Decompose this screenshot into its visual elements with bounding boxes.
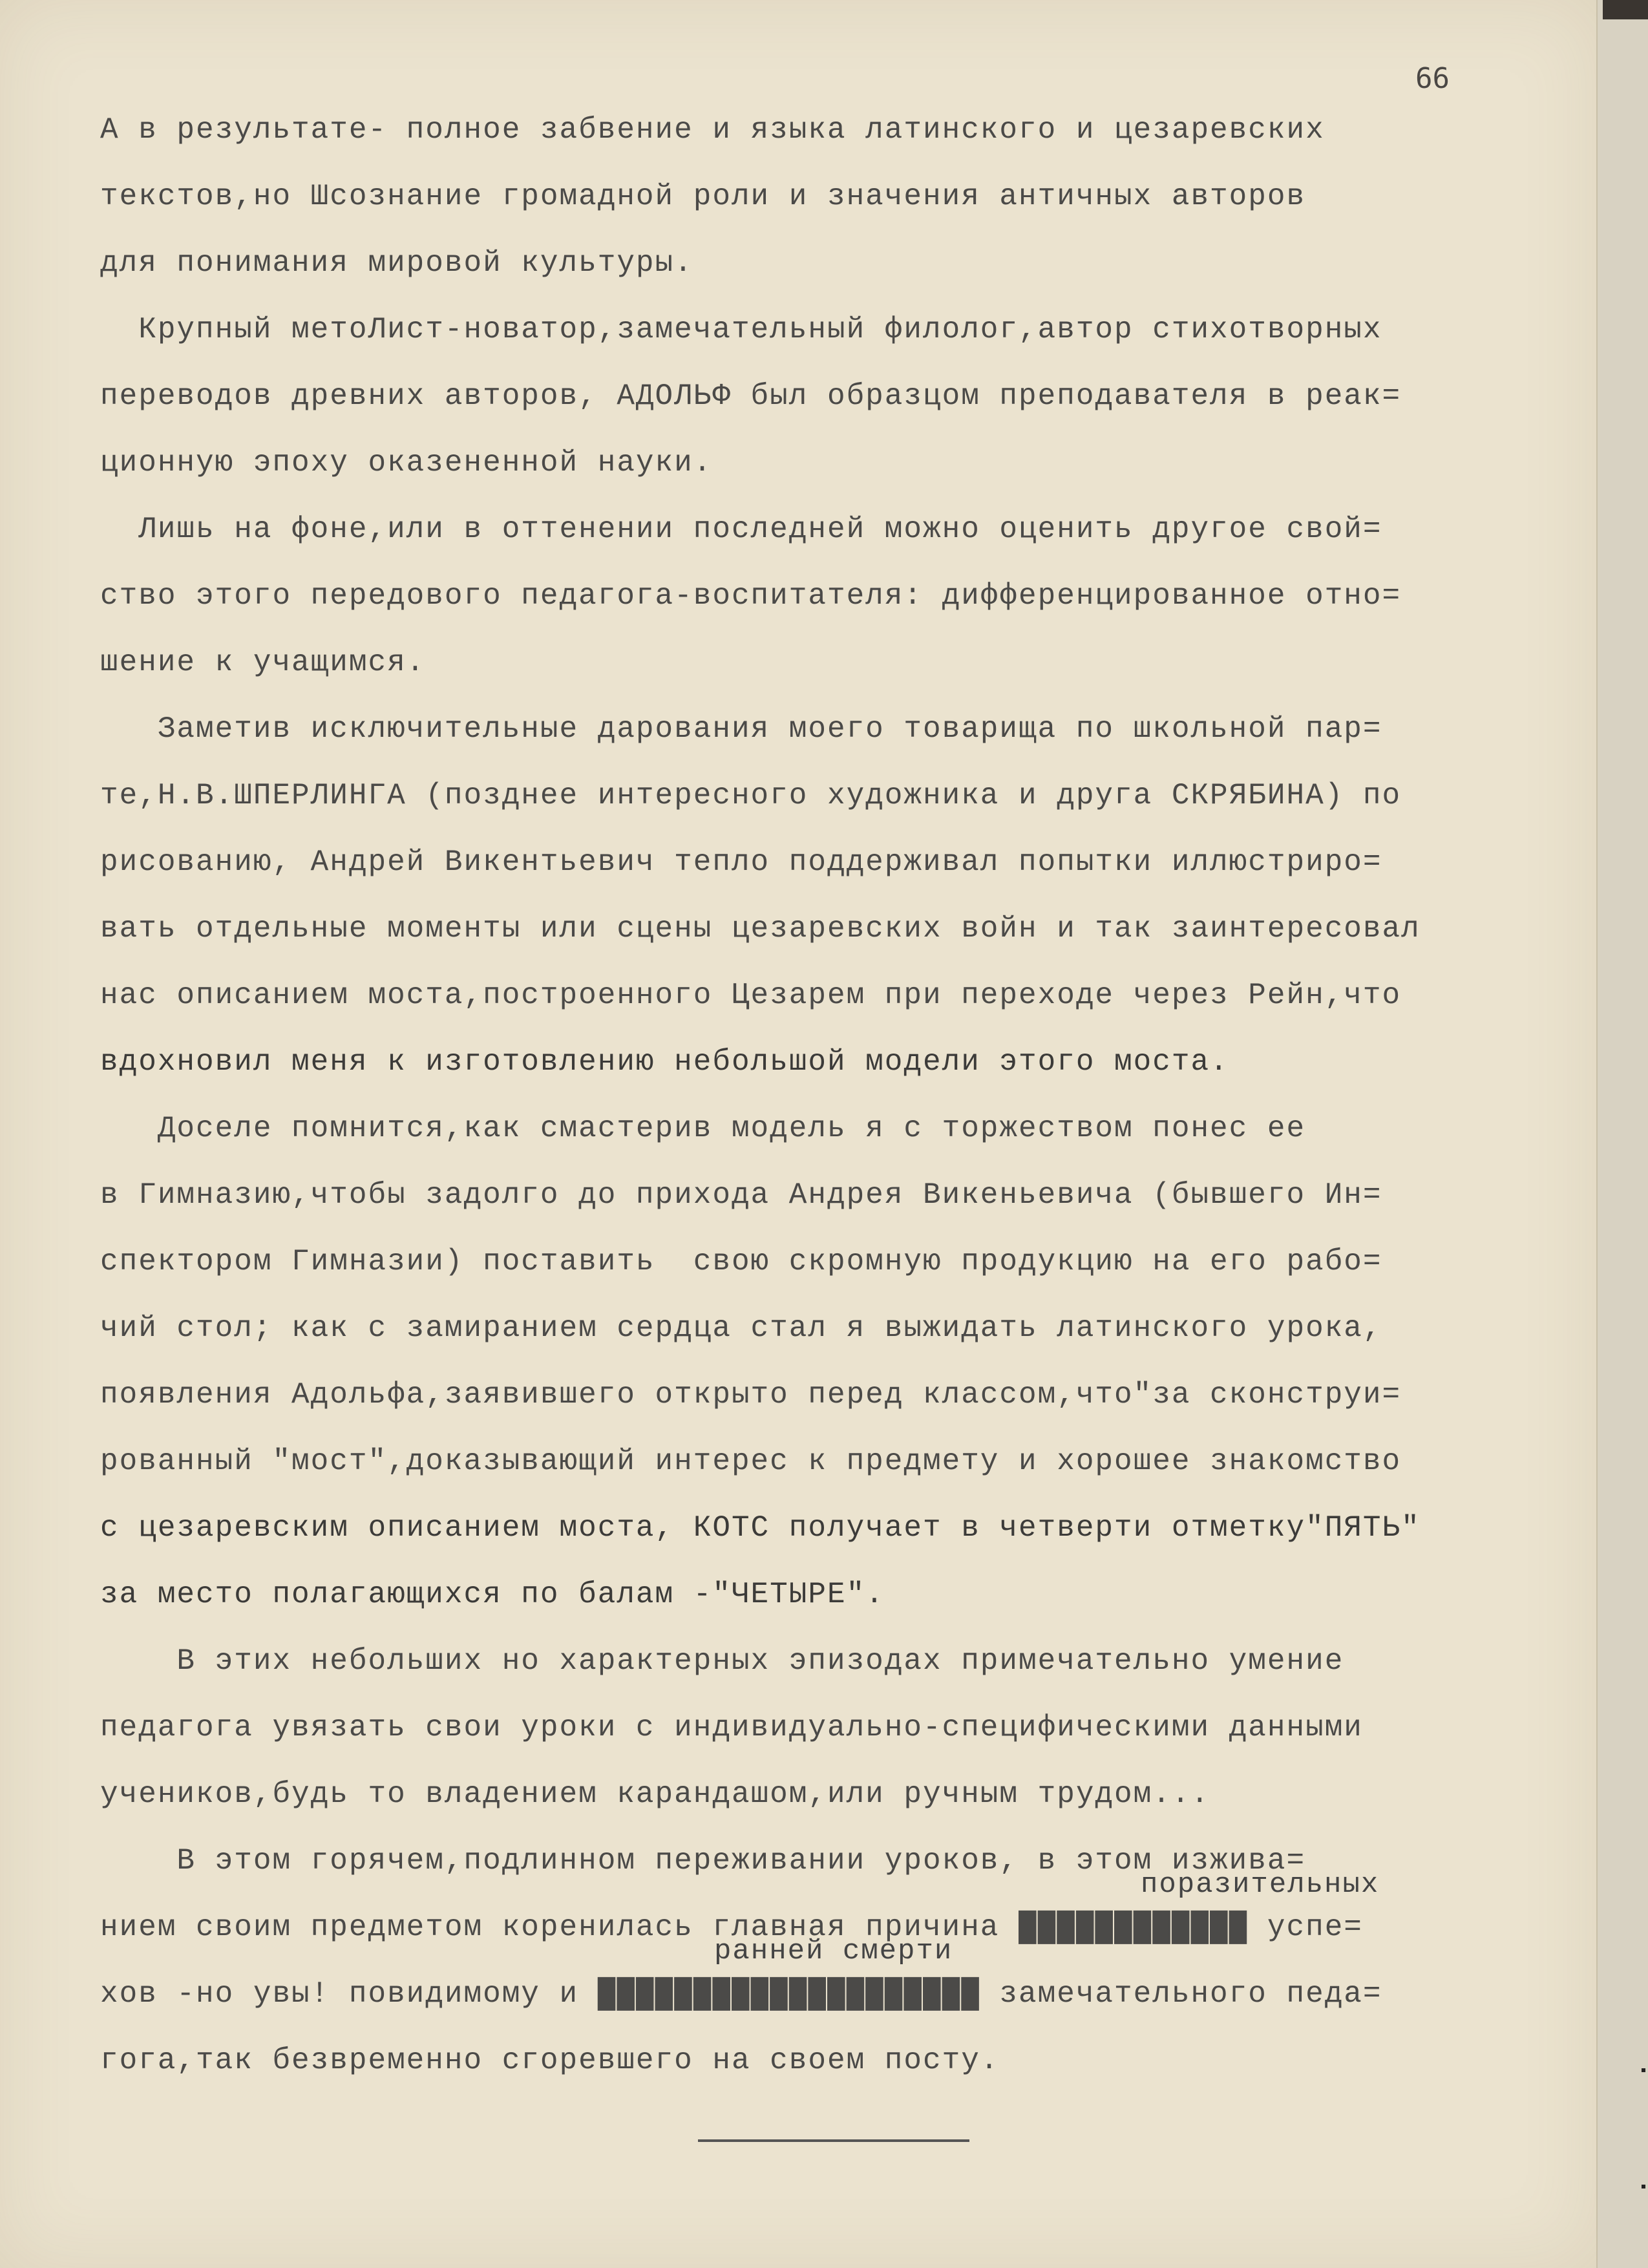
text-line: нием своим предметом коренилась главная причина ████████████ успе=	[100, 1911, 1363, 1944]
text-line: Заметив исключительные дарования моего товарища по школьной пар=	[100, 712, 1382, 746]
text-line: в Гимназию,чтобы задолго до прихода Андрея Викеньевича (бывшего Ин=	[100, 1178, 1382, 1212]
body-text	[100, 97, 1587, 2094]
scan-margin-strip	[1596, 0, 1648, 2268]
text-line: А в результате- полное забвение и языка латинского и цезаревских	[100, 113, 1325, 147]
text-line: В этом горячем,подлинном переживании уроков, в этом изжива=	[100, 1844, 1306, 1878]
text-line: педагога увязать свои уроки с индивидуально-специфическими данными	[100, 1711, 1363, 1744]
text-line: ционную эпоху оказененной науки.	[100, 446, 713, 480]
text-line: появления Адольфа,заявившего открыто перед классом,что"за сконструи=	[100, 1378, 1402, 1412]
text-line: вдохновил меня к изготовлению небольшой модели этого моста.	[100, 1045, 1229, 1079]
text-line: переводов древних авторов, АДОЛЬФ был образцом преподавателя в реак=	[100, 379, 1402, 413]
text-line: рисованию, Андрей Викентьевич тепло поддерживал попытки иллюстриро=	[100, 845, 1382, 879]
closing-rule	[698, 2139, 969, 2142]
margin-mark	[1642, 2068, 1645, 2072]
text-line: нас описанием моста,построенного Цезарем при переходе через Рейн,что	[100, 979, 1402, 1012]
text-line: с цезаревским описанием моста, КОТС получает в четверти отметку"ПЯТЬ"	[100, 1511, 1421, 1545]
scan-edge-shadow	[1603, 0, 1648, 19]
text-line: учеников,будь то владением карандашом,или ручным трудом...	[100, 1777, 1210, 1811]
text-line: шение к учащимся.	[100, 646, 426, 679]
text-line: для понимания мировой культуры.	[100, 246, 693, 280]
text-line: хов -но увы! повидимому и ████████████████████ замечательного педа=	[100, 1977, 1382, 2011]
text-line: ство этого передового педагога-воспитателя: дифференцированное отно=	[100, 579, 1402, 613]
text-line: чий стол; как с замиранием сердца стал я выжидать латинского урока,	[100, 1311, 1382, 1345]
text-line: Доселе помнится,как смастерив модель я с торжеством понес ее	[100, 1112, 1306, 1145]
text-line: В этих небольших но характерных эпизодах примечательно умение	[100, 1644, 1344, 1678]
text-line: вать отдельные моменты или сцены цезаревских войн и так заинтересовал	[100, 912, 1421, 946]
text-line: спектором Гимназии) поставить свою скромную продукцию на его рабо=	[100, 1245, 1382, 1278]
margin-mark	[1642, 2185, 1645, 2189]
interlinear-insertion-1: поразительных	[1141, 1869, 1380, 1901]
page-number: 66	[1415, 62, 1450, 95]
text-line: текстов,но Шсознание громадной роли и значения античных авторов	[100, 180, 1306, 213]
text-line: рованный "мост",доказывающий интерес к предмету и хорошее знакомство	[100, 1445, 1402, 1478]
text-line: Лишь на фоне,или в оттенении последней можно оценить другое свой=	[100, 513, 1382, 546]
text-line: гога,так безвременно сгоревшего на своем посту.	[100, 2044, 1000, 2077]
text-line: те,Н.В.ШПЕРЛИНГА (позднее интересного художника и друга СКРЯБИНА) по	[100, 779, 1402, 812]
interlinear-insertion-2: ранней смерти	[714, 1935, 953, 1967]
text-line: за место полагающихся по балам -"ЧЕТЫРЕ".	[100, 1578, 885, 1611]
text-line: Крупный метоЛист-новатор,замечательный филолог,автор стихотворных	[100, 313, 1382, 346]
